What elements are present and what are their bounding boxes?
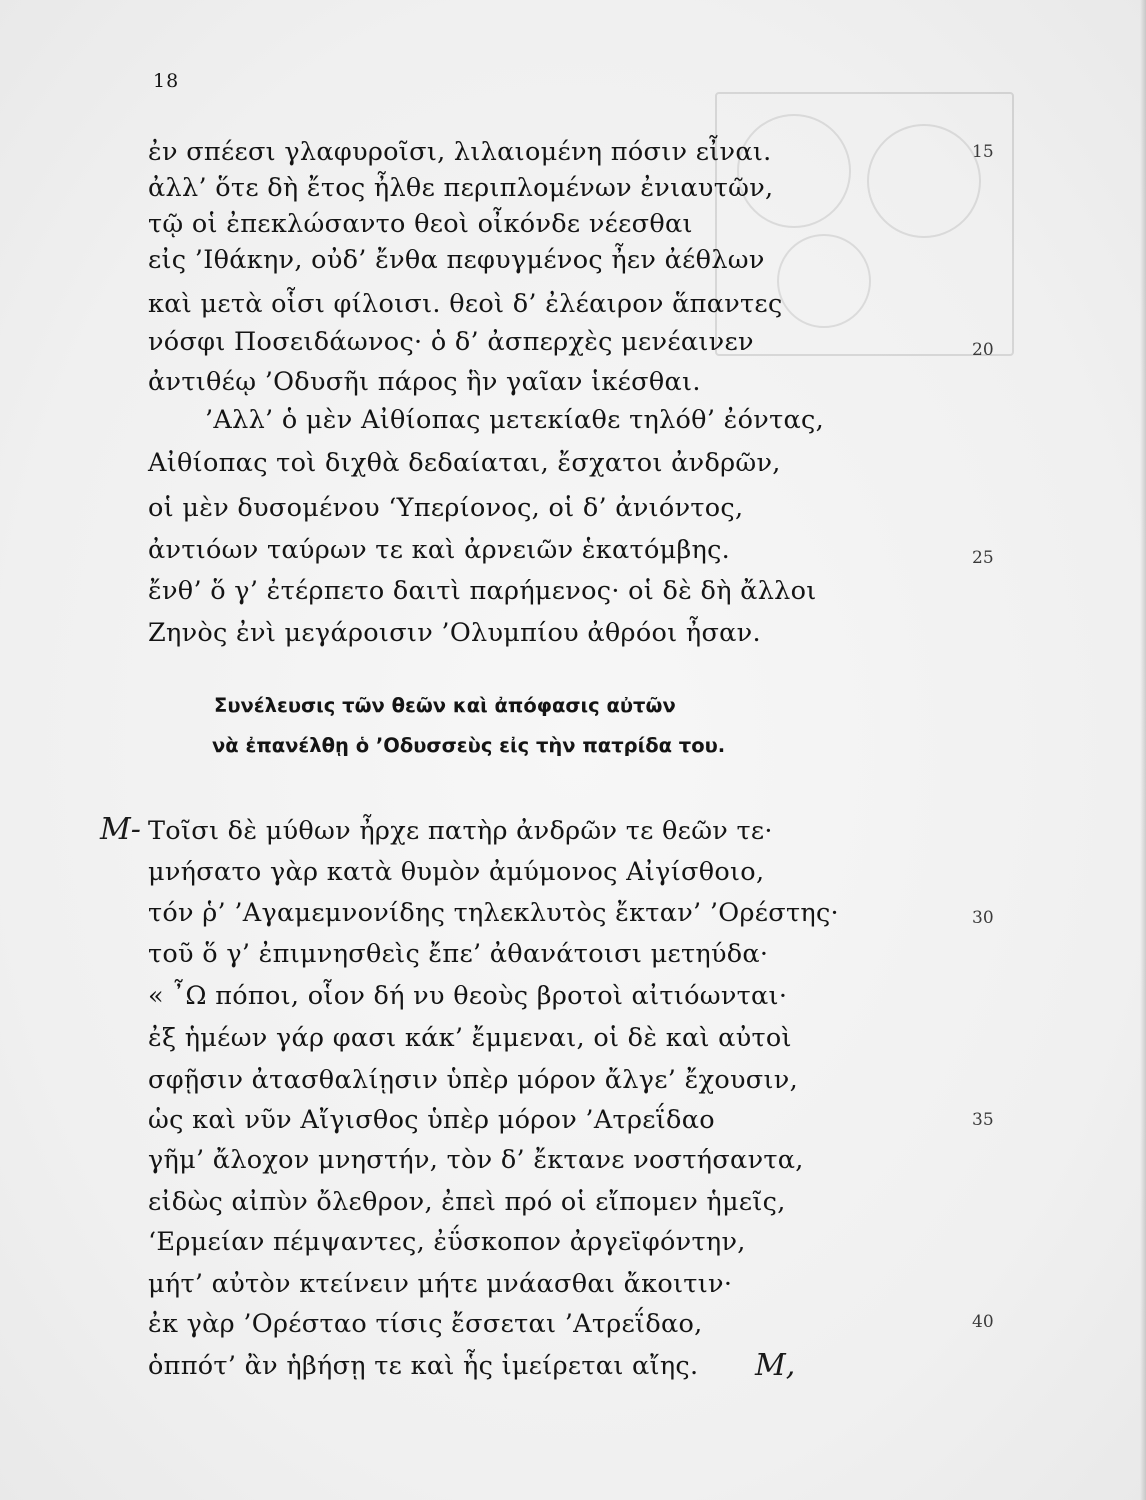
verse-line: ἀντιόων ταύρων τε καὶ ἀρνειῶν ἑκατόμβης. bbox=[148, 535, 731, 565]
verse-line: καὶ μετὰ οἷσι φίλοισι. θεοὶ δ’ ἐλέαιρον ἅπαντες bbox=[148, 289, 783, 319]
verse-line: σφῇσιν ἀτασθαλίῃσιν ὑπὲρ μόρον ἄλγε’ ἔχουσιν, bbox=[148, 1065, 798, 1095]
page-edge-shadow bbox=[1140, 0, 1146, 1500]
verse-line: Αἰθίοπας τοὶ διχθὰ δεδαίαται, ἔσχατοι ἀνδρῶν, bbox=[148, 448, 781, 478]
line-number: 15 bbox=[972, 142, 994, 162]
verse-line: τόν ῥ’ ’Αγαμεμνονίδης τηλεκλυτὸς ἔκταν’ ’Ορέστης· bbox=[148, 898, 839, 928]
verse-line: Τοῖσι δὲ μύθων ἦρχε πατὴρ ἀνδρῶν τε θεῶν τε· bbox=[148, 816, 773, 846]
section-heading-line-2: νὰ ἐπανέλθῃ ὁ ’Οδυσσεὺς εἰς τὴν πατρίδα του. bbox=[212, 734, 726, 757]
line-number: 35 bbox=[972, 1110, 994, 1130]
verse-line: νόσφι Ποσειδάωνος· ὁ δ’ ἀσπερχὲς μενέαινεν bbox=[148, 327, 754, 357]
verse-line: ἀλλ’ ὅτε δὴ ἔτος ἦλθε περιπλομένων ἐνιαυτῶν, bbox=[148, 173, 774, 203]
verse-line: ὁππότ’ ἂν ἡβήσῃ τε καὶ ἧς ἱμείρεται αἴης. bbox=[148, 1351, 699, 1381]
verse-line: ἐν σπέεσι γλαφυροῖσι, λιλαιομένη πόσιν εἶναι. bbox=[148, 137, 772, 167]
verse-line: Ζηνὸς ἐνὶ μεγάροισιν ’Ολυμπίου ἀθρόοι ἦσαν. bbox=[148, 618, 761, 648]
handwritten-end-mark: Μ, bbox=[755, 1348, 796, 1383]
line-number: 40 bbox=[972, 1312, 994, 1332]
verse-line: τοῦ ὅ γ’ ἐπιμνησθεὶς ἔπε’ ἀθανάτοισι μετηύδα· bbox=[148, 939, 769, 969]
ornament-scroll-right bbox=[867, 124, 981, 238]
verse-line: μήτ’ αὐτὸν κτείνειν μήτε μνάασθαι ἄκοιτιν· bbox=[148, 1269, 733, 1299]
verse-line: γῆμ’ ἄλοχον μνηστήν, τὸν δ’ ἔκτανε νοστήσαντα, bbox=[148, 1145, 804, 1175]
handwritten-margin-mark: Μ- bbox=[100, 812, 141, 847]
verse-line: οἱ μὲν δυσομένου ‘Υπερίονος, οἱ δ’ ἀνιόντος, bbox=[148, 493, 744, 523]
verse-line: « ῏Ω πόποι, οἷον δή νυ θεοὺς βροτοὶ αἰτιόωνται· bbox=[148, 981, 788, 1011]
verse-line: εἰδὼς αἰπὺν ὄλεθρον, ἐπεὶ πρό οἱ εἴπομεν ἡμεῖς, bbox=[148, 1187, 786, 1217]
verse-line: τῷ οἱ ἐπεκλώσαντο θεοὶ οἶκόνδε νέεσθαι bbox=[148, 209, 693, 239]
verse-line: ἐκ γὰρ ’Ορέσταο τίσις ἔσσεται ’Ατρεΐδαο, bbox=[148, 1309, 703, 1339]
line-number: 30 bbox=[972, 908, 994, 928]
verse-line: ὡς καὶ νῦν Αἴγισθος ὑπὲρ μόρον ’Ατρεΐδαο bbox=[148, 1105, 715, 1135]
verse-line: ἔνθ’ ὅ γ’ ἐτέρπετο δαιτὶ παρήμενος· οἱ δὲ δὴ ἄλλοι bbox=[148, 576, 817, 606]
verse-line: ‘Ερμείαν πέμψαντες, ἐΰσκοπον ἀργεϊφόντην, bbox=[148, 1227, 746, 1257]
verse-line: μνήσατο γὰρ κατὰ θυμὸν ἀμύμονος Αἰγίσθοιο, bbox=[148, 857, 765, 887]
verse-line: ἀντιθέῳ ’Οδυσῆι πάρος ἣν γαῖαν ἱκέσθαι. bbox=[148, 367, 701, 397]
ornament-scroll-bottom bbox=[777, 234, 871, 328]
section-heading-line-1: Συνέλευσις τῶν θεῶν καὶ ἀπόφασις αὐτῶν bbox=[214, 694, 676, 717]
page-number: 18 bbox=[153, 70, 180, 92]
verse-line: ἐξ ἡμέων γάρ φασι κάκ’ ἔμμεναι, οἱ δὲ καὶ αὐτοὶ bbox=[148, 1023, 792, 1053]
ornament-scroll-left bbox=[737, 114, 851, 228]
line-number: 25 bbox=[972, 548, 994, 568]
verse-line: ’Αλλ’ ὁ μὲν Αἰθίοπας μετεκίαθε τηλόθ’ ἐόντας, bbox=[205, 405, 824, 435]
verse-line: εἰς ’Ιθάκην, οὐδ’ ἔνθα πεφυγμένος ἦεν ἀέθλων bbox=[148, 245, 765, 275]
line-number: 20 bbox=[972, 340, 994, 360]
